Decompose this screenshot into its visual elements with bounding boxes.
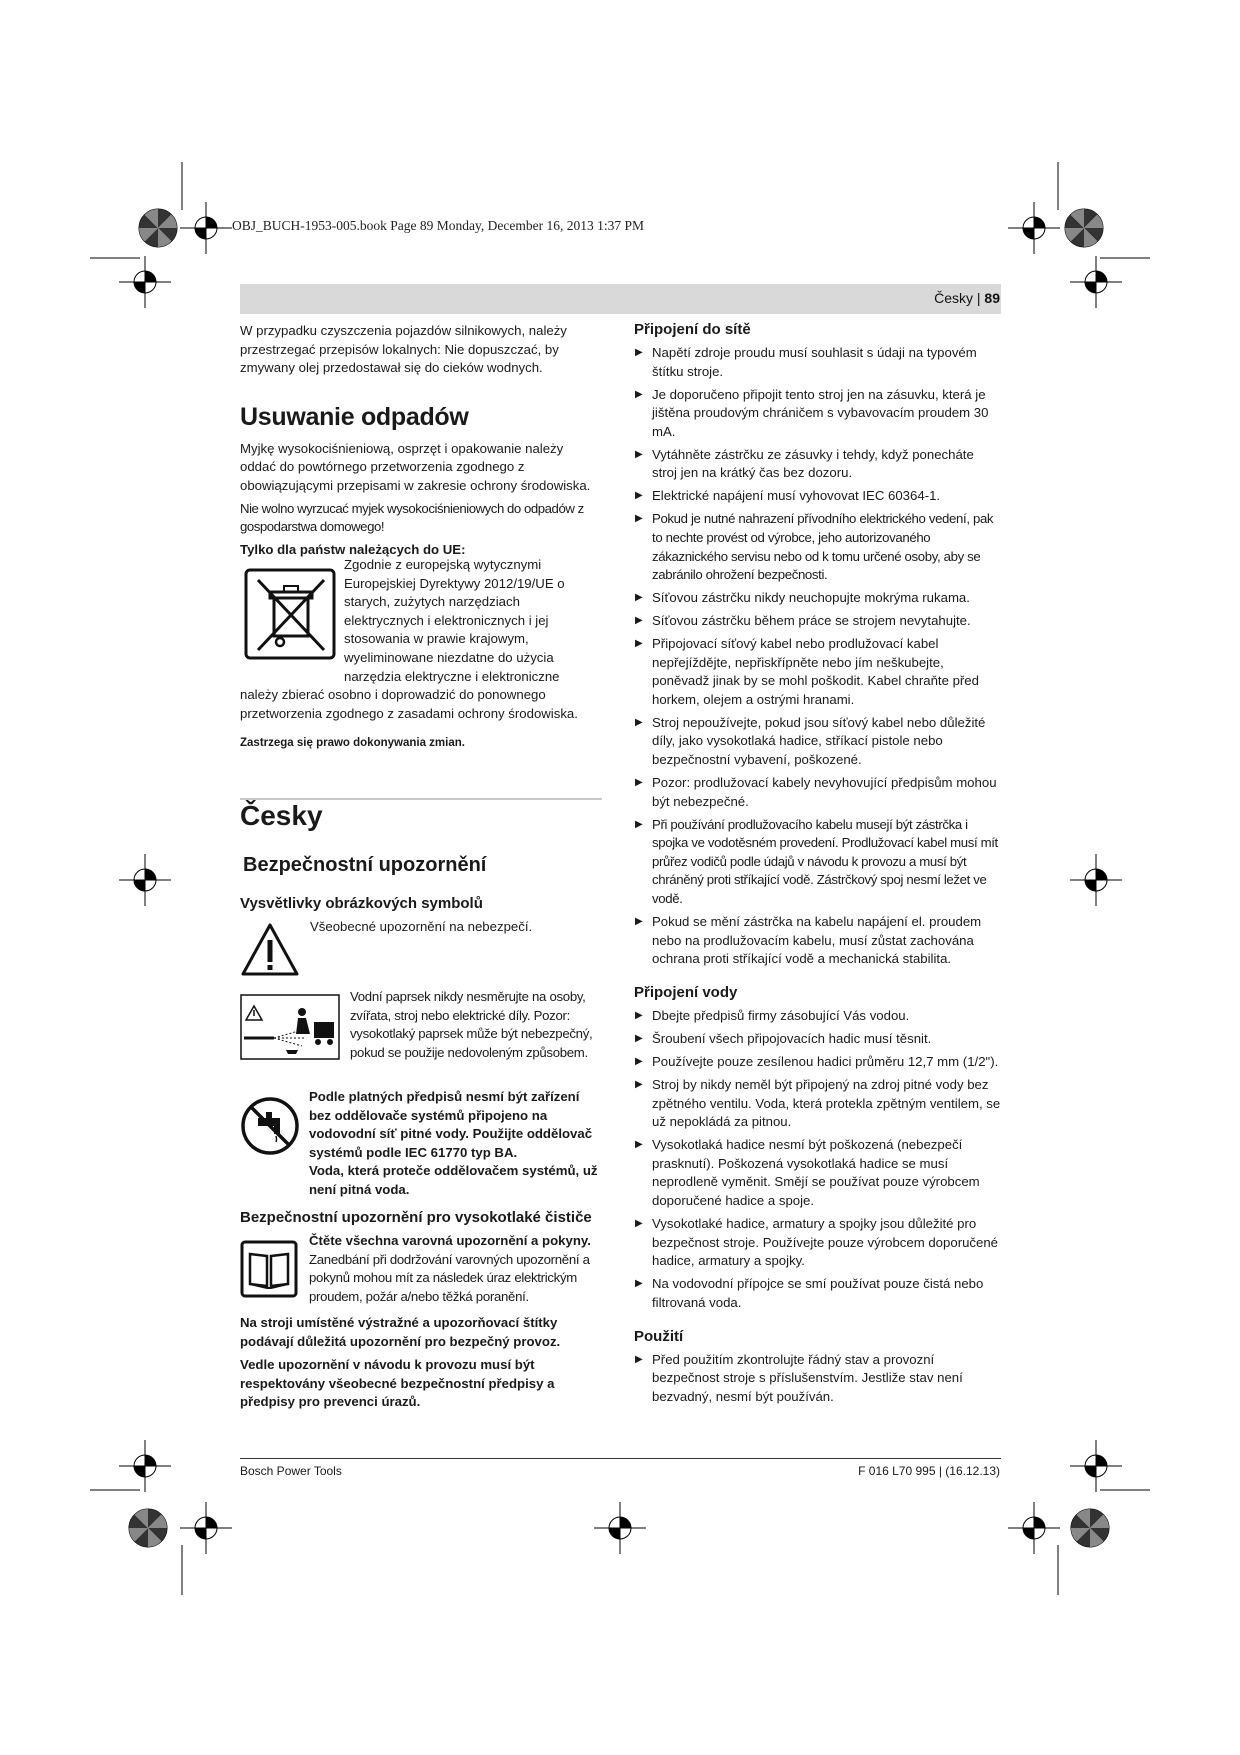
reserve-note: Zastrzega się prawo dokonywania zmian. (240, 737, 465, 749)
eu-text-continued: należy zbierać osobno i doprowadzić do ponownego przetworzenia zgodnego z zasadami ochrony środowiska. (240, 687, 578, 721)
no-drinking-water-tap-icon (240, 1096, 300, 1156)
header-language: Česky (934, 290, 973, 306)
symbol-3-text (309, 1088, 605, 1200)
list-item: ▶ Vytáhněte zástrčku ze zásuvky i tehdy, když ponecháte stroj jen na krátký čas bez dozoru. (634, 446, 1001, 483)
list-item: ▶ Používejte pouze zesílenou hadici průměru 12,7 mm (1/2"). (634, 1053, 1001, 1072)
list-item: ▶ Síťovou zástrčku nikdy neuchopujte mokrýma rukama. (634, 589, 1001, 608)
water-heading: Připojení vody (634, 984, 738, 1002)
mains-list (634, 344, 1001, 969)
read-instructions-bold: Čtěte všechna varovná upozornění a pokyny. (309, 1233, 591, 1248)
cesky-heading: Česky (240, 800, 323, 831)
warning-triangle-icon (240, 922, 300, 978)
left-column (240, 322, 602, 559)
list-item: ▶ Napětí zdroje proudu musí souhlasit s údaji na typovém štítku stroje. (634, 344, 1001, 381)
symbols-heading: Vysvětlivky obrázkových symbolů (240, 895, 483, 912)
running-header (934, 290, 1000, 306)
list-item: ▶ Na vodovodní přípojce se smí používat pouze čistá nebo filtrovaná voda. (634, 1275, 1001, 1312)
list-item: ▶ Šroubení všech připojovacích hadic musí těsnit. (634, 1030, 1001, 1049)
footer-rule (240, 1458, 1001, 1459)
read-instructions (309, 1232, 605, 1306)
list-item: ▶ Dbejte předpisů firmy zásobující Vás vodou. (634, 1007, 1001, 1026)
eu-heading: Tylko dla państw należących do UE: (240, 541, 466, 557)
read-manual-icon (240, 1240, 298, 1298)
page-number: 89 (984, 290, 1000, 306)
symbol-1-text: Všeobecné upozornění na nebezpečí. (310, 919, 533, 934)
footer-brand: Bosch Power Tools (240, 1464, 342, 1478)
book-info-line: OBJ_BUCH-1953-005.book Page 89 Monday, December 16, 2013 1:37 PM (232, 218, 644, 233)
list-item: ▶ Stroj by nikdy neměl být připojený na zdroj pitné vody bez zpětného ventilu. Voda, která protekla zpětným ventilem, se už nepokládá za pitnou. (634, 1076, 1001, 1132)
list-item: ▶ Je doporučeno připojit tento stroj jen na zásuvku, která je jištěna proudovým chráničem s vybavovacím proudem 30 mA. (634, 386, 1001, 442)
hp-cleaner-heading: Bezpečnostní upozornění pro vysokotlaké čističe (240, 1209, 592, 1226)
separator-water-text: Voda, která proteče oddělovačem systémů, už není pitná voda. (309, 1163, 598, 1197)
water-list (634, 1007, 1001, 1312)
right-column (634, 320, 1001, 1411)
list-item: ▶ Pokud je nutné nahrazení přívodního elektrického vedení, pak to nechte provést od výrobce, jeho autorizovaného zákaznického servisu nebo od k tomu určené osoby, aby se zabránilo ohrožení bezpečnosti. (634, 510, 1001, 584)
crossed-bin-icon (244, 568, 336, 660)
separator-rule-text: Podle platných předpisů nesmí být zařízení bez oddělovače systémů připojeno na vodovodní síť pitné vody. Použijte oddělovač systémů podle IEC 61770 typ BA. (309, 1089, 593, 1160)
list-item: ▶ Při používání prodlužovacího kabelu musejí být zástrčka i spojka ve vodotěsném provedení. Prodlužovací kabel musí mít průřez vodičů podle údajů v návodu k provozu a musí být chráněný proti stříkající vodě. Zástrčkový spoj nesmí ležet ve vodě. (634, 816, 1001, 909)
use-heading: Použití (634, 1327, 684, 1345)
disposal-paragraph-1: Myjkę wysokociśnieniową, osprzęt i opakowanie należy oddać do powtórnego przetworzenia zgodnego z obowiązującymi przepisami w zakresie ochrony środowiska. (240, 440, 591, 493)
safety-heading: Bezpečnostní upozornění (243, 854, 487, 876)
list-item: ▶ Pozor: prodlužovací kabely nevyhovující předpisům mohou být nebezpečné. (634, 774, 1001, 811)
symbol-2-text: Vodní paprsek nikdy nesměrujte na osoby, zvířata, stroj nebo elektrické díly. Pozor: vysokotlaký paprsek může být nebezpečný, pokud se použije nedovoleným způsobem. (350, 989, 593, 1060)
list-item: ▶ Pokud se mění zástrčka na kabelu napájení el. proudem nebo na prodlužovacím kabelu, musí zůstat zachována ochrana proti stříkající vodě a mechanická stabilita. (634, 913, 1001, 969)
list-item: ▶ Stroj nepoužívejte, pokud jsou síťový kabel nebo důležité díly, jako vysokotlaká hadice, stříkací pistole nebo bezpečnostní vybavení, poškozené. (634, 714, 1001, 770)
water-jet-warning-icon (240, 994, 340, 1060)
header-bar (240, 284, 1001, 314)
mains-heading: Připojení do sítě (634, 321, 751, 338)
list-item: ▶ Vysokotlaké hadice, armatury a spojky jsou důležité pro bezpečnost stroje. Používejte pouze výrobcem doporučené hadice, armatury a spojky. (634, 1215, 1001, 1271)
list-item: ▶ Připojovací síťový kabel nebo prodlužovací kabel nepřejíždějte, nepřiskřípněte nebo jím neškubejte, poněvadž jinak by se mohl poškodit. Kabel chraňte před horkem, olejem a ostrými hranami. (634, 635, 1001, 709)
read-instructions-text: Zanedbání při dodržování varovných upozornění a pokynů mohou mít za následek úraz elektrickým proudem, požár a/nebo těžká poranění. (309, 1251, 590, 1304)
machine-labels-note: Na stroji umístěné výstražné a upozorňovací štítky podávají důležitá upozornění pro bezpečný provoz. (240, 1315, 561, 1349)
eu-text: Zgodnie z europejską wytycznymi Europejskiej Dyrektywy 2012/19/UE o starych, zużytych narzędziach elektrycznych i elektronicznych i jej stosowania w prawie krajowym, wyeliminowane niezdatne do użycia narzędzia elektryczne i elektroniczne (344, 557, 565, 684)
general-rules-note: Vedle upozornění v návodu k provozu musí být respektovány všeobecné bezpečnostní předpisy a předpisy pro prevenci úrazů. (240, 1357, 555, 1410)
footer-doc-number: F 016 L70 995 | (16.12.13) (858, 1464, 1000, 1478)
use-list (634, 1351, 1001, 1407)
list-item: ▶ Síťovou zástrčku během práce se strojem nevytahujte. (634, 612, 1001, 631)
list-item: ▶ Vysokotlaká hadice nesmí být poškozená (nebezpečí prasknutí). Poškozená vysokotlaká hadice se musí neprodleně vyměnit. Smějí se používat pouze výrobcem doporučené hadice a spoje. (634, 1136, 1001, 1210)
disposal-heading: Usuwanie odpadów (240, 402, 469, 431)
list-item: ▶ Před použitím zkontrolujte řádný stav a provozní bezpečnost stroje s příslušenstvím. Jestliže stav není bezvadný, nesmí být používán. (634, 1351, 1001, 1407)
header-separator: | (976, 290, 981, 306)
disposal-paragraph-2: Nie wolno wyrzucać myjek wysokociśnieniowych do odpadów z gospodarstwa domowego! (240, 500, 584, 535)
cleaning-note: W przypadku czyszczenia pojazdów silnikowych, należy przestrzegać przepisów lokalnych: Nie dopuszczać, by zmywany olej przedostawał się do cieków wodnych. (240, 323, 567, 376)
list-item: ▶ Elektrické napájení musí vyhovovat IEC 60364-1. (634, 487, 1001, 506)
